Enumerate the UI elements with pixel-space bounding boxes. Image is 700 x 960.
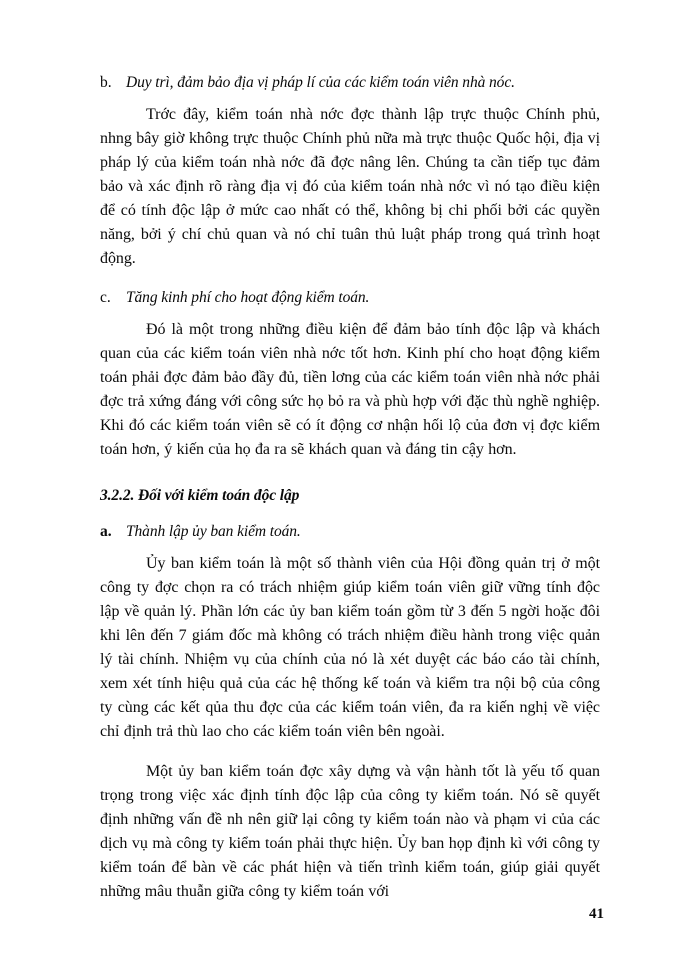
paragraph: Ủy ban kiểm toán là một số thành viên của Hội đồng quản trị ở một công ty đợc chọn ra có trách nhiệm giúp kiểm toán viên giữ vững tính độc lập về quản lý. Phần lớn các ủy ban kiểm toán gồm từ 3 đến 5 ngời hoặc đôi khi lên đến 7 giám đốc mà không có trách nhiệm điều hành trong việc quản lý tài chính. Nhiệm vụ của chính của nó là xét duyệt các báo cáo tài chính, xem xét tính hiệu quả của các hệ thống kế toán và kiểm tra nội bộ của công ty cùng các kết qủa thu đợc của các kiểm toán viên, đa ra kiến nghị về việc chỉ định trả thù lao cho các kiểm toán viên bên ngoài. [100,555,600,740]
list-item-text: Duy trì, đảm bảo địa vị pháp lí của các kiểm toán viên nhà nóc. [126,74,515,91]
section-heading: 3.2.2. Đối với kiểm toán độc lập [100,487,300,504]
list-item-text: Tăng kinh phí cho hoạt động kiểm toán. [126,289,370,306]
list-item [100,521,600,543]
list-marker: a. [100,523,112,540]
paragraph: Đó là một trong những điều kiện để đảm bảo tính độc lập và khách quan của các kiểm toán viên nhà nớc tốt hơn. Kinh phí cho hoạt động kiểm toán phải đợc đảm bảo đầy đủ, tiền lơng của các kiểm toán viên nhà nớc phải đợc trả xứng đáng với công sức họ bỏ ra và phù hợp với đặc thù nghề nghiệp. Khi đó các kiểm toán viên sẽ có ít động cơ nhận hối lộ của đơn vị đợc kiểm toán hơn, ý kiến của họ đa ra sẽ khách quan và đáng tin cậy hơn. [100,321,600,458]
page-content [100,72,600,920]
list-item [100,72,600,94]
page-number: 41 [589,906,604,922]
list-marker: b. [100,74,112,91]
paragraph: Một ủy ban kiểm toán đợc xây dựng và vận hành tốt là yếu tố quan trọng trong việc xác định tính độc lập của công ty kiểm toán. Nó sẽ quyết định những vấn đề nh nên giữ lại công ty kiểm toán nào và phạm vi của các dịch vụ mà công ty kiểm toán phải thực hiện. Ủy ban họp định kì với công ty kiểm toán để bàn về các phát hiện và tiến trình kiểm toán, giúp giải quyết những mâu thuẫn giữa công ty kiểm toán với [100,763,600,900]
list-marker: c. [100,289,111,306]
list-item-text: Thành lập ủy ban kiểm toán. [126,523,301,540]
paragraph: Trớc đây, kiểm toán nhà nớc đợc thành lập trực thuộc Chính phủ, nhng bây giờ không trực thuộc Chính phủ nữa mà trực thuộc Quốc hội, địa vị pháp lý của kiểm toán nhà nớc đã đợc nâng lên. Chúng ta cần tiếp tục đảm bảo và xác định rõ ràng địa vị đó của kiểm toán nhà nớc vì nó tạo điều kiện để có tính độc lập ở mức cao nhất có thể, không bị chi phối bởi các quyền năng, bởi ý chí chủ quan và nó chỉ tuân thủ luật pháp trong quá trình hoạt động. [100,106,600,267]
list-item [100,287,600,309]
